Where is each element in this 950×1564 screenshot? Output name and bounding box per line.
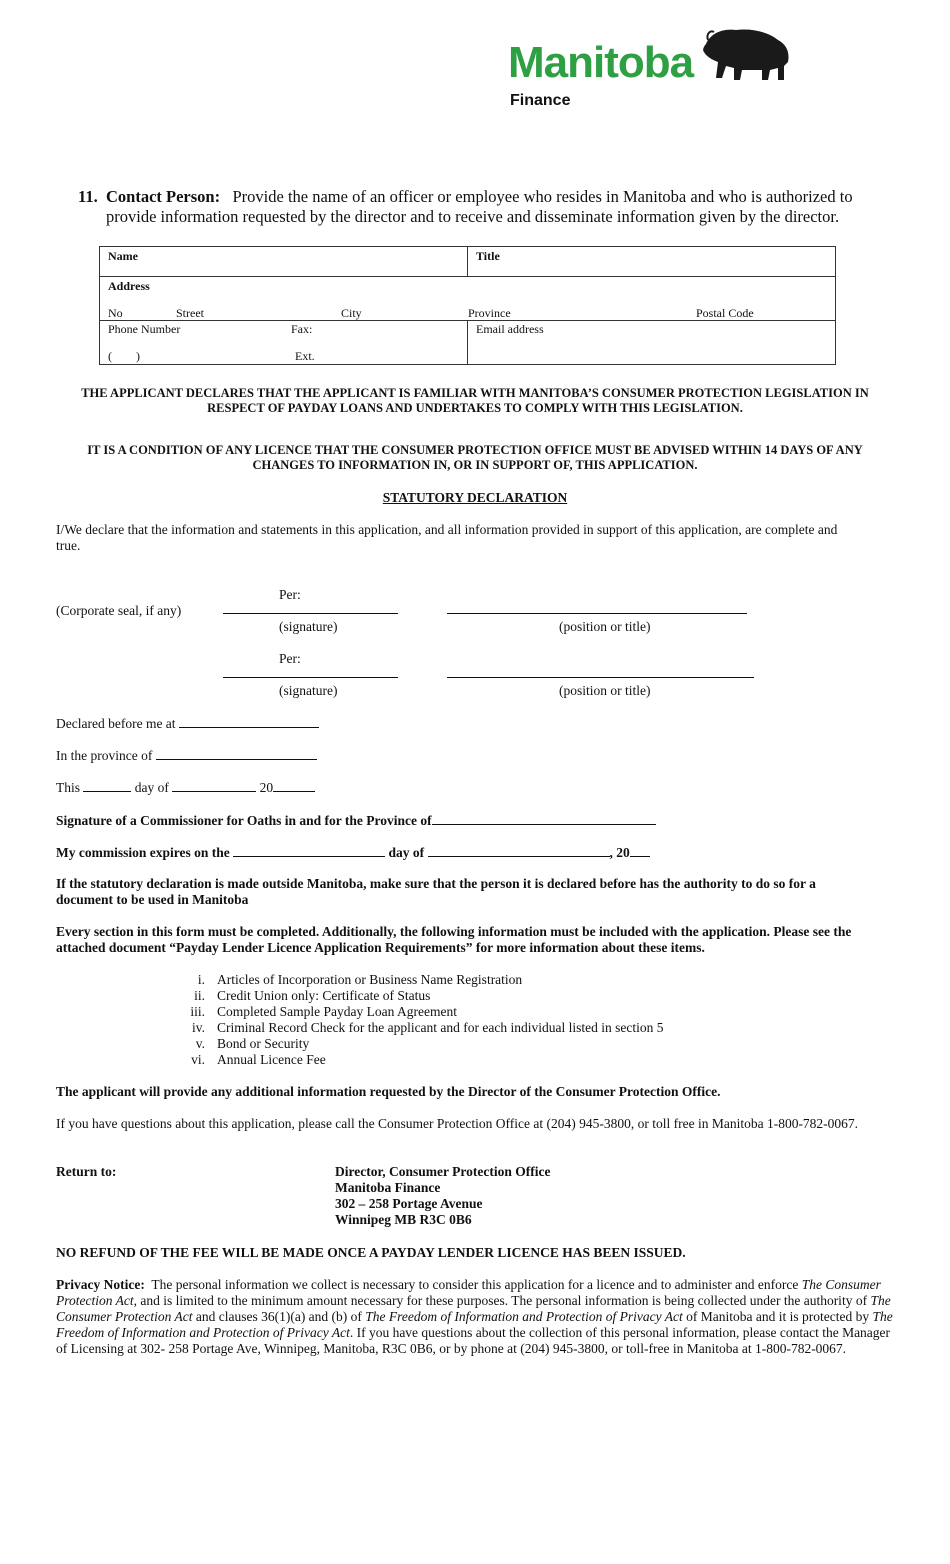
- section-11-text1: Provide the name of an officer or employee who resides in Manitoba and who is authorized to: [232, 187, 853, 206]
- title-label: Title: [476, 249, 500, 263]
- logo-subtitle: Finance: [510, 92, 571, 109]
- city-label: City: [341, 306, 362, 320]
- list-number: vi.: [191, 1052, 205, 1067]
- list-text: Completed Sample Payday Loan Agreement: [217, 1004, 457, 1019]
- commissioner-label: Signature of a Commissioner for Oaths in and for the Province of: [56, 813, 432, 828]
- statutory-text-line2: true.: [56, 538, 81, 553]
- commission-day-of-label: day of: [388, 845, 425, 860]
- every-section-line1: Every section in this form must be completed. Additionally, the following information must be included with the application. Please see the: [56, 924, 852, 939]
- this-label: This: [56, 780, 81, 795]
- list-text: Articles of Incorporation or Business Name Registration: [217, 972, 523, 987]
- outside-line1: If the statutory declaration is made outside Manitoba, make sure that the person it is declared before has the authority to do so for a: [56, 876, 816, 891]
- declaration-line2: RESPECT OF PAYDAY LOANS AND UNDERTAKES TO COMPLY WITH THIS LEGISLATION.: [207, 401, 743, 415]
- commission-date-line[interactable]: [233, 844, 385, 857]
- condition-line1: IT IS A CONDITION OF ANY LICENCE THAT THE CONSUMER PROTECTION OFFICE MUST BE ADVISED WITHIN 14 DAYS OF ANY: [87, 443, 863, 457]
- street-label: Street: [176, 306, 204, 320]
- return-address-line1: Director, Consumer Protection Office: [335, 1164, 551, 1179]
- statutory-text-line1: I/We declare that the information and statements in this application, and all information provided in support of this application, are complete and: [56, 522, 838, 537]
- date-row: [56, 779, 315, 796]
- privacy-label: Privacy Notice:: [56, 1277, 145, 1292]
- return-address-line2: Manitoba Finance: [335, 1180, 441, 1195]
- day-line[interactable]: [83, 779, 131, 792]
- declared-before-row: [56, 715, 319, 732]
- privacy-text-4: of Manitoba and it is protected by: [686, 1309, 870, 1324]
- manitoba-logo-wordmark: Manitoba: [508, 38, 694, 87]
- position-caption-1: (position or title): [559, 619, 651, 634]
- province-label: Province: [468, 306, 511, 320]
- section-11-line1: [106, 187, 853, 207]
- commission-year-label: , 20: [609, 845, 630, 860]
- per-label-2: Per:: [279, 651, 301, 666]
- per-label-1: Per:: [279, 587, 301, 602]
- postal-code-label: Postal Code: [696, 306, 754, 320]
- list-text: Bond or Security: [217, 1036, 310, 1051]
- privacy-notice: [56, 1277, 901, 1357]
- signature-line-1[interactable]: [223, 613, 398, 614]
- position-line-1[interactable]: [447, 613, 747, 614]
- email-label: Email address: [476, 322, 544, 336]
- commissioner-province-line[interactable]: [432, 812, 656, 825]
- address-field[interactable]: [100, 277, 836, 321]
- no-refund-notice: NO REFUND OF THE FEE WILL BE MADE ONCE A PAYDAY LENDER LICENCE HAS BEEN ISSUED.: [56, 1245, 686, 1260]
- position-line-2[interactable]: [447, 677, 754, 678]
- return-address: [335, 1164, 550, 1228]
- email-field[interactable]: [468, 321, 836, 365]
- privacy-act-ref-4: The Freedom of Information and Protection of Privacy Act: [56, 1309, 893, 1340]
- privacy-act-ref-2: The Consumer Protection Act: [56, 1293, 891, 1324]
- return-address-line3: 302 – 258 Portage Avenue: [335, 1196, 483, 1211]
- position-caption-2: (position or title): [559, 683, 651, 698]
- list-text: Criminal Record Check for the applicant and for each individual listed in section 5: [217, 1020, 664, 1035]
- privacy-text-2: , and is limited to the minimum amount necessary for these purposes. The personal information is being collected under the authority of: [133, 1293, 868, 1308]
- signature-caption-2: (signature): [279, 683, 338, 698]
- commission-expires-row: [56, 844, 650, 861]
- month-line[interactable]: [172, 779, 256, 792]
- additional-info: The applicant will provide any additional information requested by the Director of the Consumer Protection Office.: [56, 1084, 721, 1099]
- privacy-text-5: . If you have questions about the collection of this personal information, please contact the Manager of Licensing at 302- 258 Portage Ave, Winnipeg, Manitoba, R3C 0B6, or by phone at (204) 945-3800, or toll-free in Manitoba at 1-800-782-0067.: [56, 1325, 891, 1356]
- day-of-label: day of: [134, 780, 169, 795]
- bison-icon: [702, 26, 794, 84]
- questions-text: If you have questions about this application, please call the Consumer Protection Office at (204) 945-3800, or toll free in Manitoba 1-800-782-0067.: [56, 1116, 859, 1131]
- name-label: Name: [108, 249, 138, 263]
- commission-year-line[interactable]: [630, 844, 650, 857]
- province-line[interactable]: [156, 747, 317, 760]
- address-label: Address: [108, 279, 150, 293]
- list-text: Annual Licence Fee: [217, 1052, 326, 1067]
- province-row: [56, 747, 317, 764]
- section-heading: Contact Person:: [106, 187, 221, 206]
- privacy-act-ref-3: The Freedom of Information and Protection of Privacy Act: [365, 1309, 683, 1324]
- privacy-act-ref-1: The Consumer Protection Act: [56, 1277, 881, 1308]
- list-number: iv.: [192, 1020, 205, 1035]
- privacy-text-1: The personal information we collect is necessary to consider this application for a licence and to administer and enforce: [151, 1277, 799, 1292]
- commissioner-row: [56, 812, 656, 829]
- every-section-line2: attached document “Payday Lender Licence Application Requirements” for more information about these items.: [56, 940, 705, 955]
- return-to-label: Return to:: [56, 1164, 117, 1179]
- ext-label: Ext.: [295, 349, 315, 363]
- fax-label: Fax:: [291, 322, 313, 336]
- outside-line2: document to be used in Manitoba: [56, 892, 249, 907]
- corporate-seal-label: (Corporate seal, if any): [56, 603, 182, 618]
- list-number: iii.: [190, 1004, 205, 1019]
- year-line[interactable]: [273, 779, 315, 792]
- name-field[interactable]: [100, 247, 468, 277]
- signature-line-2[interactable]: [223, 677, 398, 678]
- licence-condition: [40, 443, 910, 473]
- commission-expires-label: My commission expires on the: [56, 845, 230, 860]
- declaration-line1: THE APPLICANT DECLARES THAT THE APPLICANT IS FAMILIAR WITH MANITOBA’S CONSUMER PROTECTION LEGISLATION IN: [81, 386, 869, 400]
- phone-area-code: ( ): [108, 349, 140, 363]
- return-address-line4: Winnipeg MB R3C 0B6: [335, 1212, 472, 1227]
- phone-fax-field[interactable]: [100, 321, 468, 365]
- no-label: No: [108, 306, 123, 320]
- declared-before-label: Declared before me at: [56, 716, 176, 731]
- section-number: 11.: [78, 187, 98, 206]
- section-11-line2: provide information requested by the director and to receive and disseminate information given by the director.: [106, 207, 840, 226]
- condition-line2: CHANGES TO INFORMATION IN, OR IN SUPPORT OF, THIS APPLICATION.: [252, 458, 698, 472]
- privacy-text-3: and clauses 36(1)(a) and (b) of: [195, 1309, 362, 1324]
- province-of-label: In the province of: [56, 748, 153, 763]
- phone-label: Phone Number: [108, 322, 181, 336]
- year-prefix: 20: [259, 780, 274, 795]
- list-number: ii.: [194, 988, 205, 1003]
- title-field[interactable]: [468, 247, 836, 277]
- commission-month-line[interactable]: [428, 844, 610, 857]
- list-number: v.: [195, 1036, 205, 1051]
- applicant-declaration: [40, 386, 910, 416]
- contact-person-table: [99, 246, 836, 365]
- signature-caption-1: (signature): [279, 619, 338, 634]
- declared-location-line[interactable]: [179, 715, 319, 728]
- list-number: i.: [197, 972, 205, 987]
- list-text: Credit Union only: Certificate of Status: [217, 988, 431, 1003]
- statutory-declaration-title: STATUTORY DECLARATION: [382, 490, 568, 505]
